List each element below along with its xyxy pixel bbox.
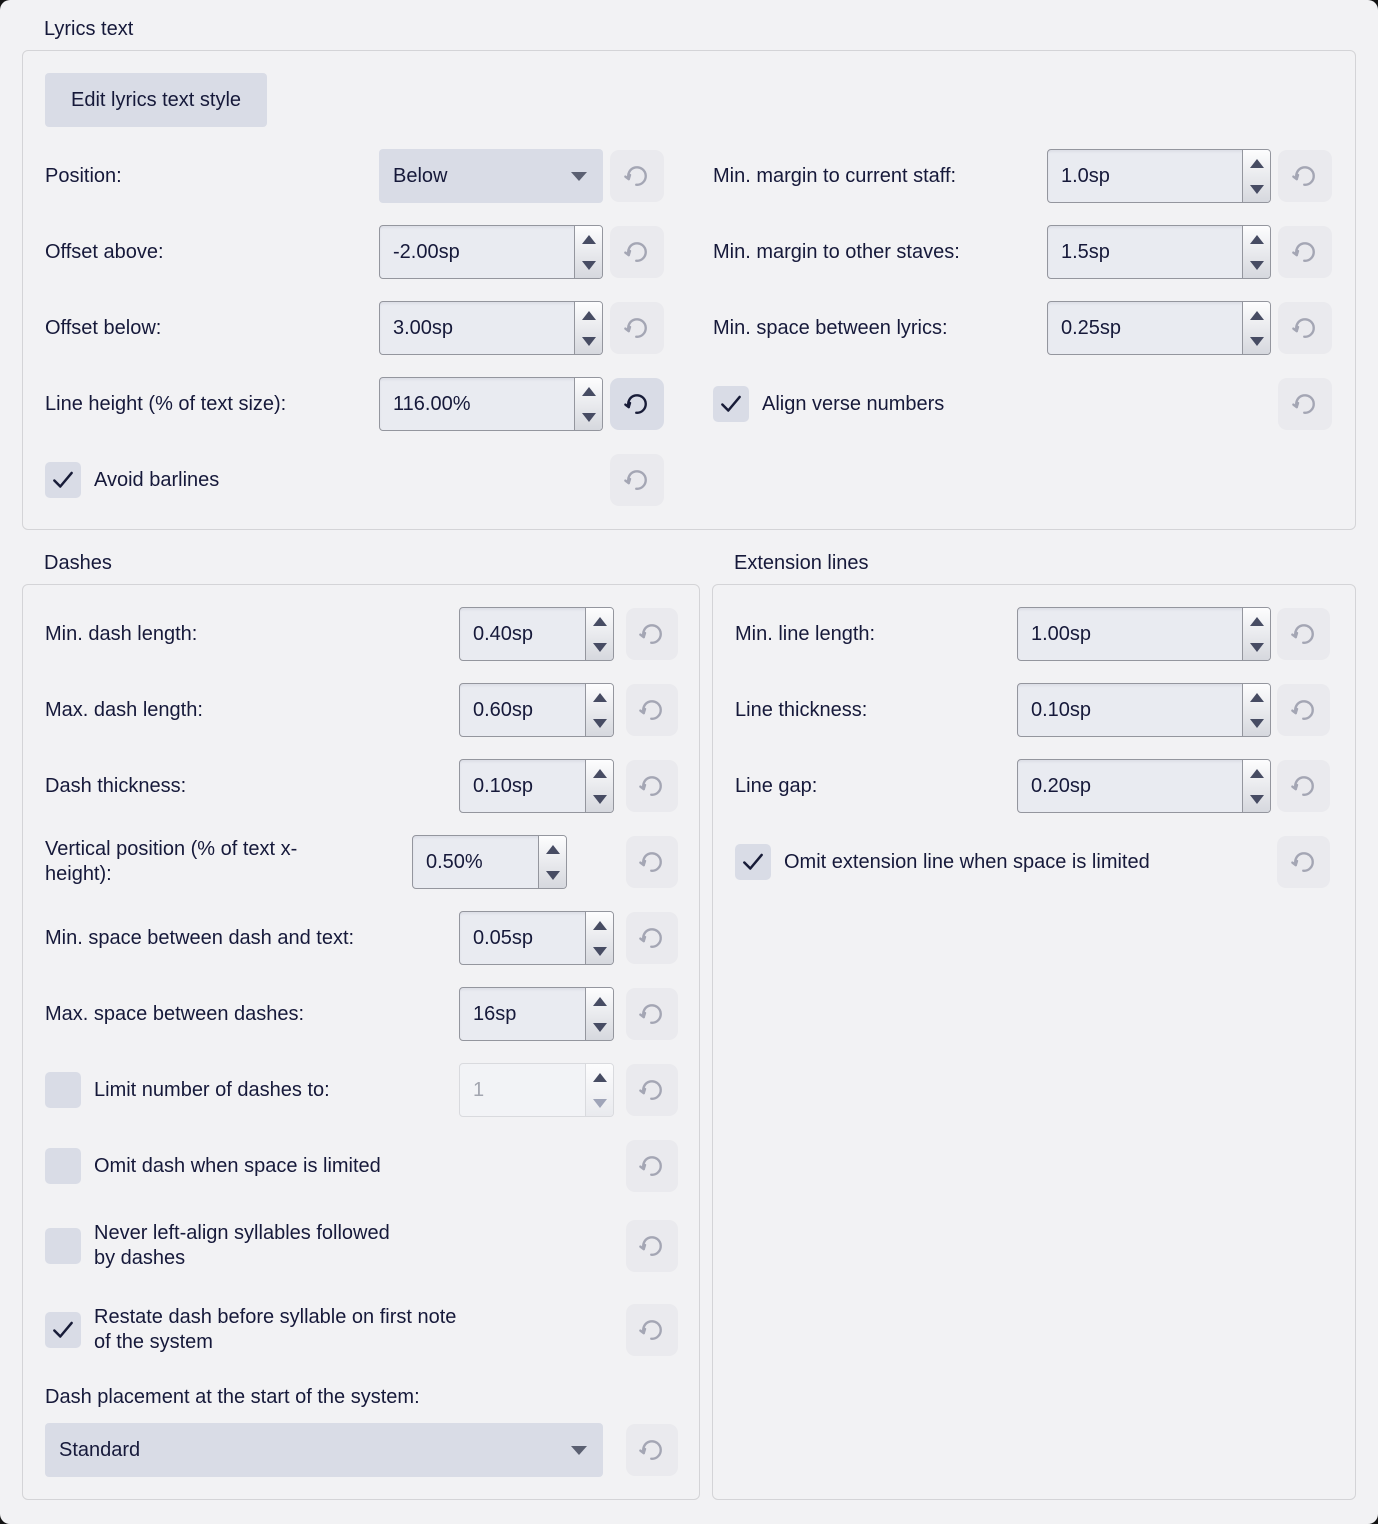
spin-up-button[interactable] — [586, 912, 613, 938]
spin-down-icon — [1250, 337, 1264, 346]
checkmark-icon — [50, 1317, 76, 1343]
spin-down-button[interactable] — [586, 786, 613, 812]
spinner-value[interactable]: 116.00% — [393, 392, 471, 415]
reset-icon — [637, 1231, 667, 1261]
reset-icon — [637, 771, 667, 801]
reset-icon — [622, 313, 652, 343]
min-line-length-label: Min. line length: — [735, 622, 876, 645]
spin-up-button[interactable] — [575, 378, 602, 404]
restate-dash-checkbox[interactable] — [45, 1312, 81, 1348]
reset-align-verse-numbers-button[interactable] — [1278, 378, 1332, 430]
spin-down-button[interactable] — [1243, 786, 1270, 812]
max-dash-length-label: Max. dash length: — [45, 698, 203, 721]
spin-up-icon — [1250, 617, 1264, 626]
min-space-dash-text-label: Min. space between dash and text: — [45, 926, 355, 949]
omit-extension-line-label: Omit extension line when space is limited — [784, 850, 1150, 873]
min-space-dash-text-spinner[interactable] — [459, 911, 614, 965]
spin-down-button[interactable] — [586, 938, 613, 964]
reset-icon — [1289, 771, 1319, 801]
dash-placement-dropdown[interactable] — [45, 1423, 603, 1477]
position-dropdown[interactable] — [379, 149, 603, 203]
dash-thickness-label: Dash thickness: — [45, 774, 187, 797]
reset-omit-dash-button[interactable] — [626, 1140, 678, 1192]
spin-up-button[interactable] — [1243, 150, 1270, 176]
spin-down-icon — [1250, 185, 1264, 194]
reset-never-left-align-button[interactable] — [626, 1220, 678, 1272]
reset-dash-placement-button[interactable] — [626, 1424, 678, 1476]
min-margin-other-staves-spinner[interactable] — [1047, 225, 1271, 279]
spin-down-icon — [1250, 261, 1264, 270]
lyrics-text-group-title: Lyrics text — [44, 18, 134, 40]
spin-down-icon — [582, 337, 596, 346]
spin-up-icon — [582, 387, 596, 396]
spin-down-button[interactable] — [1243, 710, 1270, 736]
spin-up-icon — [1250, 159, 1264, 168]
omit-dash-label: Omit dash when space is limited — [94, 1154, 381, 1177]
reset-icon — [1289, 619, 1319, 649]
spin-down-icon — [1250, 643, 1264, 652]
reset-icon — [622, 465, 652, 495]
reset-restate-dash-button[interactable] — [626, 1304, 678, 1356]
spinner-value[interactable]: 3.00sp — [393, 316, 454, 339]
spin-down-button — [586, 1090, 613, 1116]
spin-up-icon — [593, 769, 607, 778]
spin-down-button[interactable] — [586, 634, 613, 660]
spin-up-button[interactable] — [1243, 302, 1270, 328]
max-space-between-dashes-label: Max. space between dashes: — [45, 1002, 305, 1025]
spin-down-button[interactable] — [586, 1014, 613, 1040]
line-height-label: Line height (% of text size): — [45, 392, 287, 415]
reset-icon — [637, 1075, 667, 1105]
edit-lyrics-text-style-button[interactable]: Edit lyrics text style — [45, 73, 267, 127]
spinner-value[interactable]: 1.5sp — [1061, 240, 1110, 263]
reset-icon — [637, 1151, 667, 1181]
never-left-align-label: Never left-align syllables followed by dashes — [94, 1222, 390, 1269]
reset-limit-dashes-button[interactable] — [626, 1064, 678, 1116]
spin-down-icon — [593, 1099, 607, 1108]
align-verse-numbers-checkbox[interactable] — [713, 386, 749, 422]
min-margin-other-staves-label: Min. margin to other staves: — [713, 240, 960, 263]
spin-up-button[interactable] — [575, 302, 602, 328]
dashes-group-title: Dashes — [44, 552, 112, 574]
spin-down-icon — [1250, 795, 1264, 804]
spinner-value[interactable]: 0.10sp — [1031, 698, 1092, 721]
spin-up-button — [586, 1064, 613, 1090]
spinner-value[interactable]: 16sp — [473, 1002, 517, 1025]
spin-up-button[interactable] — [586, 684, 613, 710]
spinner-value[interactable]: 0.05sp — [473, 926, 534, 949]
spin-down-button[interactable] — [1243, 252, 1270, 278]
reset-icon — [637, 619, 667, 649]
spin-down-button[interactable] — [575, 252, 602, 278]
reset-line-height-button[interactable] — [610, 378, 664, 430]
reset-icon — [1290, 237, 1320, 267]
offset-above-label: Offset above: — [45, 240, 164, 263]
spin-up-icon — [1250, 235, 1264, 244]
spin-down-button[interactable] — [1243, 328, 1270, 354]
spin-down-button[interactable] — [575, 328, 602, 354]
omit-extension-line-checkbox[interactable] — [735, 844, 771, 880]
spacer — [713, 73, 1333, 127]
reset-min-margin-other-staves-button[interactable] — [1278, 226, 1332, 278]
spinner-value[interactable]: 0.25sp — [1061, 316, 1122, 339]
reset-min-space-between-lyrics-button[interactable] — [1278, 302, 1332, 354]
spin-down-button[interactable] — [1243, 176, 1270, 202]
min-line-length-spinner[interactable] — [1017, 607, 1271, 661]
min-space-between-lyrics-spinner[interactable] — [1047, 301, 1271, 355]
spin-down-icon — [1250, 719, 1264, 728]
line-height-spinner[interactable] — [379, 377, 603, 431]
align-verse-numbers-label: Align verse numbers — [762, 392, 945, 415]
reset-avoid-barlines-button[interactable] — [610, 454, 664, 506]
spin-up-icon — [582, 235, 596, 244]
omit-dash-checkbox[interactable] — [45, 1148, 81, 1184]
spin-up-button[interactable] — [539, 836, 566, 862]
spin-down-icon — [582, 413, 596, 422]
spin-down-button[interactable] — [575, 404, 602, 430]
dash-placement-value: Standard — [59, 1438, 141, 1461]
reset-icon — [1290, 161, 1320, 191]
spin-up-icon — [1250, 693, 1264, 702]
line-thickness-spinner[interactable] — [1017, 683, 1271, 737]
spin-up-button[interactable] — [586, 608, 613, 634]
reset-min-margin-current-staff-button[interactable] — [1278, 150, 1332, 202]
dashes-group — [22, 584, 700, 1500]
spin-up-icon — [593, 921, 607, 930]
reset-icon — [622, 237, 652, 267]
spinner-value: 1 — [473, 1078, 485, 1101]
reset-line-gap-button[interactable] — [1277, 760, 1330, 812]
spin-down-button[interactable] — [539, 862, 566, 888]
spin-down-icon — [593, 947, 607, 956]
spin-up-button[interactable] — [586, 988, 613, 1014]
dash-placement-label: Dash placement at the start of the system: — [45, 1386, 420, 1408]
reset-offset-below-button[interactable] — [610, 302, 664, 354]
offset-below-label: Offset below: — [45, 316, 162, 339]
chevron-down-icon — [571, 1446, 587, 1455]
spinner-value[interactable]: 0.10sp — [473, 774, 534, 797]
reset-icon — [1289, 847, 1319, 877]
line-gap-label: Line gap: — [735, 774, 818, 797]
spin-up-icon — [1250, 769, 1264, 778]
reset-icon — [622, 389, 652, 419]
reset-min-dash-length-button[interactable] — [626, 608, 678, 660]
spin-up-icon — [593, 1073, 607, 1082]
offset-above-spinner[interactable] — [379, 225, 603, 279]
min-margin-current-staff-spinner[interactable] — [1047, 149, 1271, 203]
limit-dashes-checkbox[interactable] — [45, 1072, 81, 1108]
reset-icon — [637, 999, 667, 1029]
spin-down-icon — [593, 795, 607, 804]
reset-offset-above-button[interactable] — [610, 226, 664, 278]
never-left-align-checkbox[interactable] — [45, 1228, 81, 1264]
extension-lines-group-title: Extension lines — [734, 552, 869, 574]
spin-up-button[interactable] — [586, 760, 613, 786]
reset-icon — [637, 1435, 667, 1465]
reset-icon — [637, 923, 667, 953]
spin-down-icon — [546, 871, 560, 880]
reset-max-dash-length-button[interactable] — [626, 684, 678, 736]
checkmark-icon — [50, 467, 76, 493]
spacer — [713, 453, 1333, 507]
spin-down-icon — [593, 643, 607, 652]
spinner-value[interactable]: -2.00sp — [393, 240, 460, 263]
reset-min-line-length-button[interactable] — [1277, 608, 1330, 660]
line-thickness-label: Line thickness: — [735, 698, 868, 721]
max-space-between-dashes-spinner[interactable] — [459, 987, 614, 1041]
min-dash-length-label: Min. dash length: — [45, 622, 198, 645]
restate-dash-label: Restate dash before syllable on first note of the system — [94, 1306, 457, 1353]
reset-icon — [1289, 695, 1319, 725]
position-label: Position: — [45, 164, 122, 187]
spin-up-icon — [593, 693, 607, 702]
spin-down-button[interactable] — [1243, 634, 1270, 660]
vertical-position-spinner[interactable] — [412, 835, 567, 889]
reset-max-space-between-dashes-button[interactable] — [626, 988, 678, 1040]
reset-omit-extension-line-button[interactable] — [1277, 836, 1330, 888]
min-dash-length-spinner[interactable] — [459, 607, 614, 661]
reset-icon — [1290, 389, 1320, 419]
spinner-value[interactable]: 0.40sp — [473, 622, 534, 645]
reset-icon — [637, 1315, 667, 1345]
min-space-between-lyrics-label: Min. space between lyrics: — [713, 316, 948, 339]
checkmark-icon — [718, 391, 744, 417]
reset-position-button[interactable] — [610, 150, 664, 202]
dash-thickness-spinner[interactable] — [459, 759, 614, 813]
spin-up-icon — [593, 997, 607, 1006]
spin-up-button[interactable] — [1243, 608, 1270, 634]
spin-up-icon — [582, 311, 596, 320]
avoid-barlines-checkbox[interactable] — [45, 462, 81, 498]
position-value: Below — [393, 164, 448, 187]
spin-down-button[interactable] — [586, 710, 613, 736]
spin-up-button[interactable] — [575, 226, 602, 252]
chevron-down-icon — [571, 172, 587, 181]
reset-min-space-dash-text-button[interactable] — [626, 912, 678, 964]
reset-icon — [622, 161, 652, 191]
limit-dashes-label: Limit number of dashes to: — [94, 1078, 330, 1101]
line-gap-spinner[interactable] — [1017, 759, 1271, 813]
spinner-value[interactable]: 1.00sp — [1031, 622, 1092, 645]
lyrics-text-group — [22, 50, 1356, 530]
reset-dash-thickness-button[interactable] — [626, 760, 678, 812]
reset-icon — [637, 695, 667, 725]
min-margin-current-staff-label: Min. margin to current staff: — [713, 164, 957, 187]
spin-up-button[interactable] — [1243, 684, 1270, 710]
checkmark-icon — [740, 849, 766, 875]
spin-down-icon — [593, 719, 607, 728]
avoid-barlines-label: Avoid barlines — [94, 468, 220, 491]
max-dash-length-spinner[interactable] — [459, 683, 614, 737]
spinner-value[interactable]: 1.0sp — [1061, 164, 1110, 187]
reset-icon — [637, 847, 667, 877]
spin-up-button[interactable] — [1243, 226, 1270, 252]
spin-down-icon — [582, 261, 596, 270]
spinner-value[interactable]: 0.60sp — [473, 698, 534, 721]
reset-vertical-position-button[interactable] — [626, 836, 678, 888]
reset-line-thickness-button[interactable] — [1277, 684, 1330, 736]
spin-down-icon — [593, 1023, 607, 1032]
spinner-value[interactable]: 0.50% — [426, 850, 483, 873]
spin-up-icon — [1250, 311, 1264, 320]
offset-below-spinner[interactable] — [379, 301, 603, 355]
spin-up-button[interactable] — [1243, 760, 1270, 786]
reset-icon — [1290, 313, 1320, 343]
spinner-value[interactable]: 0.20sp — [1031, 774, 1092, 797]
spin-up-icon — [593, 617, 607, 626]
spin-up-icon — [546, 845, 560, 854]
limit-dashes-spinner — [459, 1063, 614, 1117]
extension-lines-group — [712, 584, 1356, 1500]
vertical-position-label: Vertical position (% of text x-height): — [45, 838, 298, 885]
